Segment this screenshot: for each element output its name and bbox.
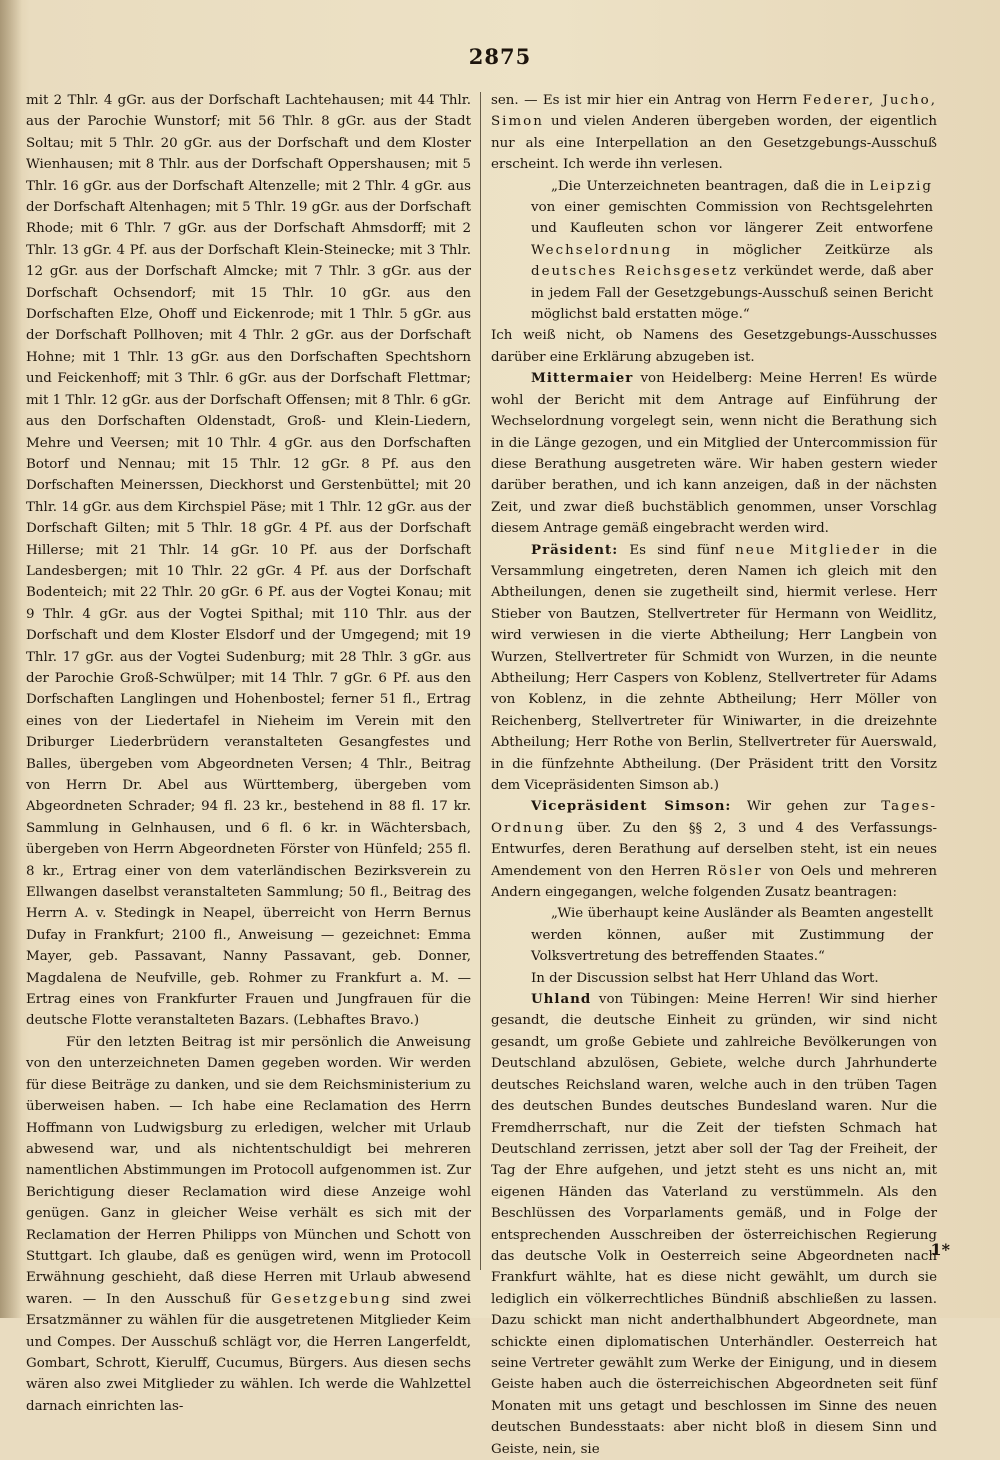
quote1-text-a: „Die Unterzeichneten beantragen, daß die in [551,178,864,194]
simson-text-b: über. Zu den §§ 2, 3 und 4 des Verfassungs-Entwurfes, deren Berathung auf derselben steht, ist ein neues Amendement von den Herren [491,820,937,879]
quote1-wechselordnung: Wechselordnung [531,242,673,258]
neue-mitglieder-emphasis: neue Mitglieder [735,542,881,558]
roesler-emphasis: Rösler [707,863,763,879]
gesetzgebung-emphasis: Gesetzgebung [271,1291,392,1307]
quote1-reichsgesetz: deutsches Reichsgesetz [531,264,739,280]
speaker-praesident: Präsident: [531,541,619,558]
binding-shadow [0,0,22,1318]
reclamation-text-a: Für den letzten Beitrag ist mir persönlich die Anweisung von den unterzeichneten Damen gegeben worden. Wir werden für diese Beiträge zu danken, und sie dem Reichsministerium zu überweisen haben. — Ich habe eine Reclamation des Herrn Hoffmann von Ludwigsburg zu erledigen, welcher mit Urlaub abwesend war, und als nichtentschuldigt bei mehreren namentlichen Abstimmungen im Protocoll aufgenommen ist. Zur Berichtigung dieser Reclamation wird diese Anzeige wohl genügen. Ganz in gleicher Weise verhält es sich mit der Reclamation der Herren Philipps von München und Schott von Stuttgart. Ich glaube, daß es genügen wird, wenn im Protocoll Erwähnung geschieht, daß diese Herren mit Urlaub abwesend waren. — In den Ausschuß für [26,1034,471,1307]
donation-list-paragraph: mit 2 Thlr. 4 gGr. aus der Dorfschaft Lachtehausen; mit 44 Thlr. aus der Parochie Wunstorf; mit 56 Thlr. 8 gGr. aus der Stadt Soltau; mit 5 Thlr. 20 gGr. aus der Dorfschaft und dem Kloster Wienhausen; mit 8 Thlr. aus der Dorfschaft Oppershausen; mit 5 Thlr. 16 gGr. aus der Dorfschaft Altenzelle; mit 2 Thlr. 4 gGr. aus der Dorfschaft Altenhagen; mit 5 Thlr. 19 gGr. aus der Dorfschaft Rhode; mit 6 Thlr. 7 gGr. aus der Dorfschaft Ahmsdorff; mit 2 Thlr. 13 gGr. 4 Pf. aus der Dorfschaft Klein-Steinecke; mit 3 Thlr. 12 gGr. aus der Dorfschaft Almcke; mit 7 Thlr. 3 gGr. aus der Dorfschaft Ochsendorf; mit 15 Thlr. 10 gGr. aus den Dorfschaften Elze, Ohoff und Eickenrode; mit 1 Thlr. 5 gGr. aus der Dorfschaft Pollhoven; mit 4 Thlr. 2 gGr. aus der Dorfschaft Hohne; mit 1 Thlr. 13 gGr. aus den Dorfschaften Spechtshorn und Feickenhoff; mit 3 Thlr. 6 gGr. aus der Dorfschaft Flettmar; mit 1 Thlr. 12 gGr. aus der Dorfschaft Offensen; mit 8 Thlr. 6 gGr. aus den Dorfschaften Oldenstadt, Groß- und Klein-Liedern, Mehre und Veersen; mit 10 Thlr. 4 gGr. aus den Dorfschaften Botorf und Nennau; mit 15 Thlr. 12 gGr. 8 Pf. aus den Dorfschaften Meinerssen, Dieckhorst und Gerstenbüttel; mit 20 Thlr. 14 gGr. aus dem Kirchspiel Päse; mit 1 Thlr. 12 gGr. aus der Dorfschaft Gilten; mit 5 Thlr. 18 gGr. 4 Pf. aus der Dorfschaft Hillerse; mit 21 Thlr. 14 gGr. 10 Pf. aus der Dorfschaft Landesbergen; mit 10 Thlr. 22 gGr. 4 Pf. aus der Dorfschaft Bodenteich; mit 22 Thlr. 20 gGr. 6 Pf. aus der Vogtei Konau; mit 9 Thlr. 4 gGr. aus der Vogtei Spithal; mit 110 Thlr. aus der Dorfschaft und dem Kloster Elsdorf und der Umgegend; mit 19 Thlr. 17 gGr. aus der Vogtei Sudenburg; mit 28 Thlr. 3 gGr. aus der Parochie Groß-Schwülper; mit 14 Thlr. 7 gGr. 6 Pf. aus den Dorfschaften Langlingen und Hohenbostel; ferner 51 fl., Ertrag eines von der Liedertafel in Nieheim im Verein mit den Driburger Liederbrüdern veranstalteten Gesangfestes und Balles, übergeben vom Abgeordneten Versen; 4 Thlr., Beitrag von Herrn Dr. Abel aus Württemberg, übergeben vom Abgeordneten Schrader; 94 fl. 23 kr., bestehend in 88 fl. 17 kr. Sammlung in Gelnhausen, und 6 fl. 6 kr. in Wächtersbach, übergeben von Herrn Abgeordneten Förster von Hünfeld; 255 fl. 8 kr., Ertrag einer von dem vaterländischen Bezirksverein zu Ellwangen daselbst veranstalteten Sammlung; 50 fl., Beitrag des Herrn A. v. Stedingk in Neapel, überreicht von Herrn Bernus Dufay in Frankfurt; 2100 fl., Anweisung — gezeichnet: Emma Mayer, geb. Passavant, Nanny Passavant, geb. Donner, Magdalena de Neufville, geb. Rohmer zu Frankfurt a. M. — Ertrag eines von Frankfurter Frauen und Jungfrauen für die deutsche Flotte veranstalteten Bazars. (Lebhaftes Bravo.) [26,93,471,1029]
signature-mark: 1* [930,1240,950,1259]
speaker-mittermaier: Mittermaier [531,370,634,387]
speaker-simson: Vicepräsident Simson: [531,798,732,815]
amendement-quote: „Wie überhaupt keine Ausländer als Beamten angestellt werden können, außer mit Zustimmung der Volksvertretung des betreffenden Staates.“ [531,906,933,965]
praesident-paragraph [491,540,937,797]
uhland-text: von Tübingen: Meine Herren! Wir sind hierher gesandt, die deutsche Einheit zu gründen, wir sind nicht gesandt, um große Gebiete und zahlreiche Bevölkerungen von Deutschland abzulösen, Gebiete, welche durch Jahrhunderte deutsches Reichsland waren, welche auch in den trüben Tagen des deutschen Bundes deutsches Bundesland waren. Nur die Fremdherrschaft, nur die Zeit der tiefsten Schmach hat Deutschland zerrissen, jetzt aber soll der Tag der Freiheit, der Tag der Ehre aufgehen, und jetzt steht es uns nicht an, mit eigenen Händen das Vaterland zu verstümmeln. Als den Beschlüssen des Vorparlaments gemäß, und in Folge der entsprechenden Ausschreiben der österreichischen Regierung das deutsche Volk in Oesterreich seine Abgeordneten nach Frankfurt wählte, hat es diese nicht gewählt, um durch sie lediglich ein völkerrechtliches Bündniß abschließen zu lassen. Dazu schickt man nicht anderthalbhundert Abgeordnete, man schickte einen diplomatischen Unterhändler. Oesterreich hat seine Vertreter gewählt zum Werke der Einigung, und in diesem Geiste haben auch die österreichischen Abgeordneten seit fünf Monaten mit uns getagt und beschlossen im Sinne des neuen deutschen Bundesstaats: aber nicht bloß in diesem Sinn und Geiste, nein, sie [491,992,937,1457]
simson-paragraph [491,796,937,903]
antrag-text-b: und vielen Anderen übergeben worden, der eigentlich nur als eine Interpellation an den Gesetzgebungs-Ausschuß erscheint. Ich werde ihn verlesen. [491,114,937,173]
quote1-leipzig: Leipzig [869,178,933,194]
tagesordnung-emphasis: Tages-Ordnung [491,799,937,836]
wechselordnung-quote [491,176,937,326]
praesident-text-a: Es sind fünf [629,542,724,558]
antrag-text-a: sen. — Es ist mir hier ein Antrag von Herrn [491,93,798,108]
quote1-text-c: in möglicher Zeitkürze als [696,242,933,258]
antrag-names: Federer, Jucho, Simon [491,93,937,130]
antrag-paragraph [491,90,937,176]
left-column [26,90,471,1414]
discussion-paragraph: In der Discussion selbst hat Herr Uhland das Wort. [531,970,879,986]
quote1-text-d: verkündet werde, daß aber in jedem Fall der Gesetzgebungs-Ausschuß seinen Bericht möglichst bald erstatten möge.“ [531,264,933,323]
right-column [491,90,938,1457]
simson-text-a: Wir gehen zur [746,799,866,815]
mittermaier-text: von Heidelberg: Meine Herren! Es würde wohl der Bericht mit dem Antrage auf Einführung der Wechselordnung vorgelegt sein, wenn nicht die Berathung sich in die Länge gezogen, und ein Mitglied der Untercommission für diese Berathung ausgetreten wäre. Wir haben gestern wieder darüber berathen, und ich kann anzeigen, daß in der nächsten Zeit, und zwar dieß buchstäblich genommen, unser Vorschlag diesem Antrage gemäß eingebracht werden wird. [491,371,938,537]
praesident-text-b: in die Versammlung eingetreten, deren Namen ich gleich mit den Abtheilungen, denen sie zugetheilt sind, hiermit verlese. Herr Stieber von Bautzen, Stellvertreter für Hermann von Weidlitz, wird verwiesen in die vierte Abtheilung; Herr Langbein von Wurzen, Stellvertreter für Schmidt von Wurzen, in die neunte Abtheilung; Herr Caspers von Koblenz, Stellvertreter für Adams von Koblenz, in die zehnte Abtheilung; Herr Möller von Reichenberg, Stellvertreter für Winiwarter, in die dreizehnte Abtheilung; Herr Rothe von Berlin, Stellvertreter für Auerswald, in die fünfzehnte Abtheilung. (Der Präsident tritt den Vorsitz dem Vicepräsidenten Simson ab.) [491,542,937,793]
reclamation-text-b: sind zwei Ersatzmänner zu wählen für die ausgetretenen Mitglieder Keim und Compes. Der Ausschuß schlägt vor, die Herren Langerfeldt, Gombart, Schrott, Kierulff, Cucumus, Bürgers. Aus diesen sechs wären also zwei Mitglieder zu wählen. Ich werde die Wahlzettel darnach einrichten las- [26,1291,471,1414]
column-divider [480,92,481,1270]
mittermaier-paragraph [491,368,937,539]
quote1-text-b: von einer gemischten Commission von Rechtsgelehrten und Kaufleuten schon vor längerer Zeit entworfene [531,200,933,237]
speaker-uhland: Uhland [531,991,592,1008]
simson-text-c: von Oels und mehreren Andern eingegangen, welche folgenden Zusatz beantragen: [491,863,937,901]
uhland-paragraph [491,989,937,1460]
erklaerung-paragraph: Ich weiß nicht, ob Namens des Gesetzgebungs-Ausschusses darüber eine Erklärung abzugeben ist. [491,328,937,365]
page-number: 2875 [468,44,532,69]
reclamation-paragraph [26,1032,471,1417]
